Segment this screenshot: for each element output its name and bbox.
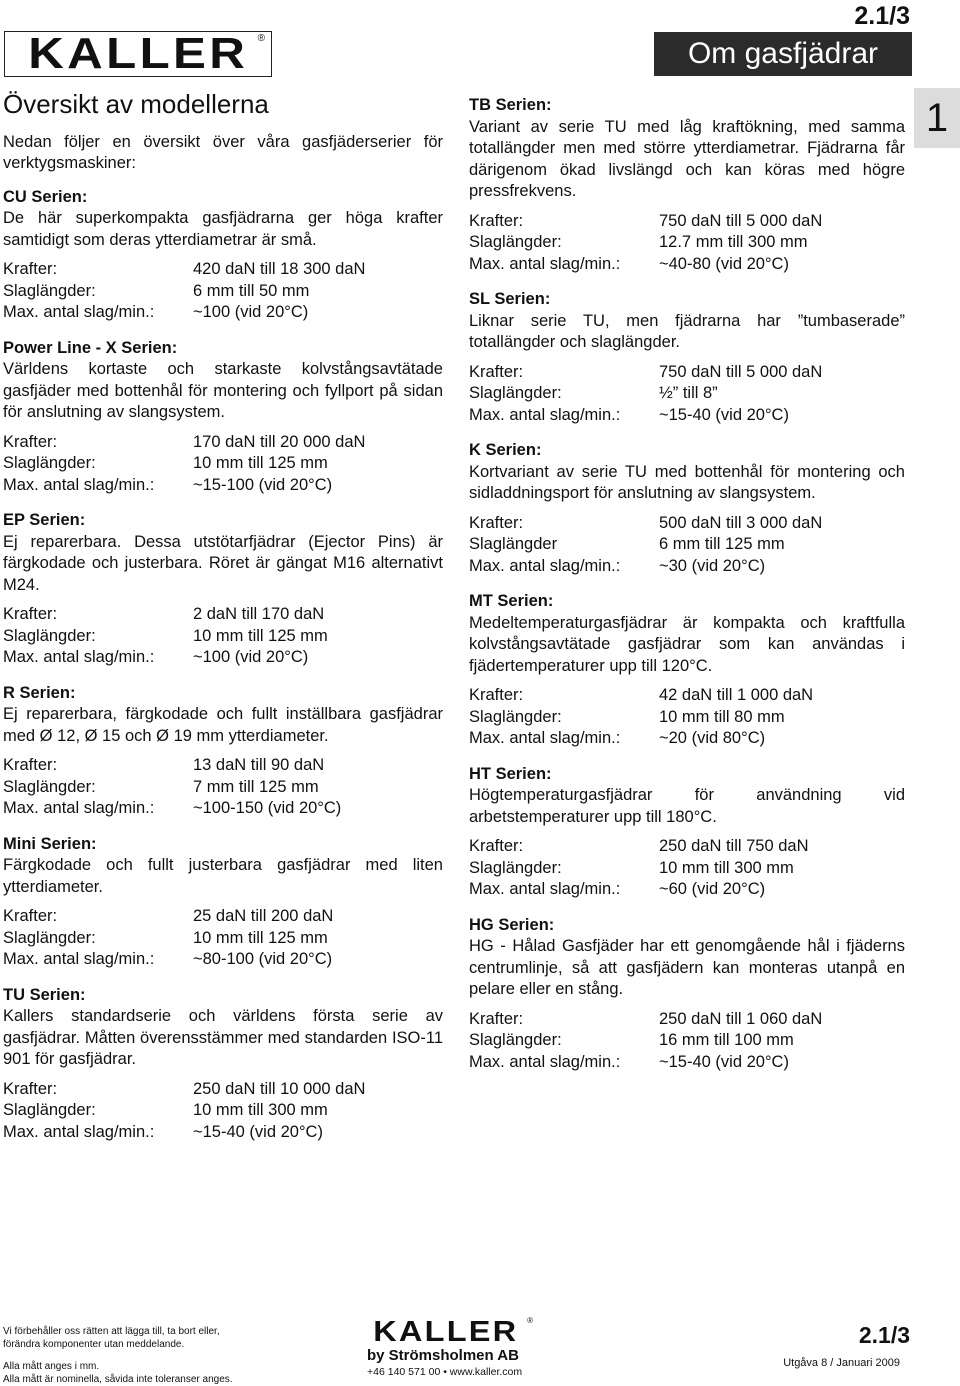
series-title: HG Serien: xyxy=(469,915,905,937)
right-column xyxy=(469,95,905,1087)
spec-key: Slaglängder: xyxy=(469,383,659,405)
spec-value: 250 daN till 10 000 daN xyxy=(193,1079,365,1101)
spec-table xyxy=(3,432,365,497)
spec-row xyxy=(469,362,822,384)
page-heading: Översikt av modellerna xyxy=(3,90,443,120)
series-title: SL Serien: xyxy=(469,289,905,311)
footer-contact: +46 140 571 00 • www.kaller.com xyxy=(367,1366,522,1378)
spec-row xyxy=(469,685,813,707)
spec-value: 12.7 mm till 300 mm xyxy=(659,232,822,254)
spec-row xyxy=(3,432,365,454)
footer-note: Alla mått anges i mm. xyxy=(3,1361,233,1374)
spec-value: ~15-40 (vid 20°C) xyxy=(659,405,822,427)
series-description: Variant av serie TU med låg kraftökning, med samma totallängder men med större ytterdiametrar. Fjädrarna får därigenom ökad livslängd och kan köras med högre pressfrekvens. xyxy=(469,117,905,203)
spec-key: Krafter: xyxy=(469,685,659,707)
footer-note: Alla mått är nominella, såvida inte toleranser anges. xyxy=(3,1374,233,1386)
spec-key: Krafter: xyxy=(469,362,659,384)
section-title: Om gasfjädrar xyxy=(688,37,878,71)
spec-row xyxy=(3,281,365,303)
spec-value: 7 mm till 125 mm xyxy=(193,777,341,799)
spec-key: Krafter: xyxy=(3,432,193,454)
series-description: Högtemperaturgasfjädrar för användning vid arbetstemperaturer upp till 180°C. xyxy=(469,785,905,828)
section-title-bar xyxy=(654,32,912,76)
series-title: CU Serien: xyxy=(3,187,443,209)
spec-table xyxy=(469,513,822,578)
spec-row xyxy=(3,259,365,281)
spec-row xyxy=(3,755,341,777)
spec-row xyxy=(3,1079,365,1101)
chapter-tab xyxy=(914,88,960,148)
spec-value: 420 daN till 18 300 daN xyxy=(193,259,365,281)
spec-value: 250 daN till 1 060 daN xyxy=(659,1009,822,1031)
spec-key: Slaglängder: xyxy=(3,928,193,950)
edition-text: Utgåva 8 / Januari 2009 xyxy=(783,1357,900,1369)
spec-row xyxy=(3,626,328,648)
spec-row xyxy=(469,879,809,901)
spec-row xyxy=(469,858,809,880)
footer-notes xyxy=(3,1326,233,1386)
series-title: K Serien: xyxy=(469,440,905,462)
spec-table xyxy=(469,1009,822,1074)
spec-row xyxy=(3,604,328,626)
spec-row xyxy=(469,383,822,405)
spec-row xyxy=(3,1100,365,1122)
spec-row xyxy=(469,211,822,233)
spec-row xyxy=(3,302,365,324)
spec-row xyxy=(469,513,822,535)
series-description: Färgkodade och fullt justerbara gasfjädrar med liten ytterdiameter. xyxy=(3,855,443,898)
spec-key: Slaglängder: xyxy=(3,777,193,799)
spec-row xyxy=(3,1122,365,1144)
series-title: TB Serien: xyxy=(469,95,905,117)
spec-table xyxy=(3,604,328,669)
spec-key: Krafter: xyxy=(469,1009,659,1031)
series-description: Världens kortaste och starkaste kolvstångsavtätade gasfjäder med bottenhål för montering och fyllport på sidan för anslutning av slangsystem. xyxy=(3,359,443,424)
spec-key: Slaglängder: xyxy=(469,707,659,729)
series-tu xyxy=(3,985,443,1144)
spec-key: Max. antal slag/min.: xyxy=(3,475,193,497)
spec-row xyxy=(469,254,822,276)
spec-row xyxy=(3,928,333,950)
spec-row xyxy=(469,534,822,556)
logo-text: KALLER xyxy=(28,32,248,76)
page-number-bottom: 2.1/3 xyxy=(859,1322,910,1349)
spec-value: ~80-100 (vid 20°C) xyxy=(193,949,333,971)
spec-value: 750 daN till 5 000 daN xyxy=(659,362,822,384)
series-description: Kallers standardserie och världens första serie av gasfjädrar. Måtten överensstämmer med standarden ISO-11 901 för gasfjädrar. xyxy=(3,1006,443,1071)
spec-key: Krafter: xyxy=(469,211,659,233)
spec-key: Max. antal slag/min.: xyxy=(469,1052,659,1074)
spec-key: Max. antal slag/min.: xyxy=(3,949,193,971)
series-title: Mini Serien: xyxy=(3,834,443,856)
spec-value: 42 daN till 1 000 daN xyxy=(659,685,813,707)
spec-key: Krafter: xyxy=(3,1079,193,1101)
footer-registered-mark: ® xyxy=(527,1316,533,1325)
spec-value: 10 mm till 125 mm xyxy=(193,453,365,475)
series-description: Medeltemperaturgasfjädrar är kompakta och kraftfulla kolvstångsavtätade gasfjädrar som kan användas i fjädertemperaturer upp till 120°C. xyxy=(469,613,905,678)
kaller-logo xyxy=(4,31,272,77)
spec-key: Max. antal slag/min.: xyxy=(3,647,193,669)
spec-key: Krafter: xyxy=(469,513,659,535)
spec-row xyxy=(3,906,333,928)
series-description: De här superkompakta gasfjädrarna ger höga krafter samtidigt som deras ytterdiametrar är små. xyxy=(3,208,443,251)
spec-value: 10 mm till 125 mm xyxy=(193,928,333,950)
spec-row xyxy=(469,405,822,427)
spec-row xyxy=(469,836,809,858)
spec-key: Slaglängder: xyxy=(3,1100,193,1122)
series-tb xyxy=(469,95,905,275)
series-mt xyxy=(469,591,905,750)
spec-value: 10 mm till 300 mm xyxy=(659,858,809,880)
spec-key: Krafter: xyxy=(3,604,193,626)
intro-text: Nedan följer en översikt över våra gasfjäderserier för verktygsmaskiner: xyxy=(3,132,443,175)
spec-row xyxy=(469,1030,822,1052)
spec-value: ~15-100 (vid 20°C) xyxy=(193,475,365,497)
series-r xyxy=(3,683,443,820)
registered-mark: ® xyxy=(258,33,265,44)
spec-row xyxy=(469,1009,822,1031)
series-cu xyxy=(3,187,443,324)
spec-value: ½” till 8” xyxy=(659,383,822,405)
spec-row xyxy=(3,777,341,799)
spec-key: Krafter: xyxy=(469,836,659,858)
spec-value: 10 mm till 125 mm xyxy=(193,626,328,648)
footer-kaller-logo xyxy=(365,1318,527,1346)
spec-key: Krafter: xyxy=(3,259,193,281)
series-description: Liknar serie TU, men fjädrarna har ”tumbaserade” totallängder och slaglängder. xyxy=(469,311,905,354)
spec-row xyxy=(3,453,365,475)
spec-value: ~20 (vid 80°C) xyxy=(659,728,813,750)
spec-row xyxy=(469,556,822,578)
spec-value: 6 mm till 125 mm xyxy=(659,534,822,556)
series-ht xyxy=(469,764,905,901)
series-k xyxy=(469,440,905,577)
spec-key: Slaglängder: xyxy=(469,232,659,254)
series-description: Kortvariant av serie TU med bottenhål för montering och sidladdningsport för anslutning av slangsystem. xyxy=(469,462,905,505)
spec-row xyxy=(3,949,333,971)
spec-table xyxy=(3,1079,365,1144)
series-hg xyxy=(469,915,905,1074)
spec-key: Max. antal slag/min.: xyxy=(469,405,659,427)
spec-value: 25 daN till 200 daN xyxy=(193,906,333,928)
spec-key: Max. antal slag/min.: xyxy=(469,728,659,750)
spec-value: ~100 (vid 20°C) xyxy=(193,647,328,669)
spec-table xyxy=(3,755,341,820)
spec-table xyxy=(469,685,813,750)
spec-value: 16 mm till 100 mm xyxy=(659,1030,822,1052)
spec-value: ~30 (vid 20°C) xyxy=(659,556,822,578)
spec-table xyxy=(3,906,333,971)
spec-key: Max. antal slag/min.: xyxy=(469,879,659,901)
spec-value: 10 mm till 300 mm xyxy=(193,1100,365,1122)
series-description: Ej reparerbara. Dessa utstötarfjädrar (Ejector Pins) är färgkodade och justerbara. Röret är gängat M16 alternativt M24. xyxy=(3,532,443,597)
spec-value: 6 mm till 50 mm xyxy=(193,281,365,303)
series-title: MT Serien: xyxy=(469,591,905,613)
spec-row xyxy=(3,475,365,497)
spec-key: Max. antal slag/min.: xyxy=(469,254,659,276)
footer-note: förändra komponenter utan meddelande. xyxy=(3,1339,233,1352)
spec-key: Slaglängder: xyxy=(3,453,193,475)
series-title: R Serien: xyxy=(3,683,443,705)
chapter-tab-number: 1 xyxy=(926,96,948,141)
series-power-line-x xyxy=(3,338,443,497)
spec-table xyxy=(469,211,822,276)
spec-key: Krafter: xyxy=(3,906,193,928)
spec-value: ~60 (vid 20°C) xyxy=(659,879,809,901)
footer-company: by Strömsholmen AB xyxy=(367,1347,519,1364)
series-sl xyxy=(469,289,905,426)
spec-value: ~15-40 (vid 20°C) xyxy=(659,1052,822,1074)
spec-key: Slaglängder: xyxy=(3,626,193,648)
spec-key: Slaglängder: xyxy=(469,1030,659,1052)
spec-value: 13 daN till 90 daN xyxy=(193,755,341,777)
spec-row xyxy=(469,707,813,729)
spec-key: Krafter: xyxy=(3,755,193,777)
series-title: TU Serien: xyxy=(3,985,443,1007)
spec-key: Max. antal slag/min.: xyxy=(3,1122,193,1144)
series-description: HG - Hålad Gasfjäder har ett genomgående hål i fjäderns centrumlinje, så att gasfjädern kan monteras utanpå en pelare eller en stång. xyxy=(469,936,905,1001)
series-ep xyxy=(3,510,443,669)
series-title: HT Serien: xyxy=(469,764,905,786)
spec-key: Slaglängder: xyxy=(3,281,193,303)
page-number-top: 2.1/3 xyxy=(854,2,910,31)
spec-key: Max. antal slag/min.: xyxy=(3,798,193,820)
spec-table xyxy=(469,836,809,901)
spec-row xyxy=(3,798,341,820)
spec-row xyxy=(3,647,328,669)
spec-value: ~100-150 (vid 20°C) xyxy=(193,798,341,820)
series-title: EP Serien: xyxy=(3,510,443,532)
spec-value: 750 daN till 5 000 daN xyxy=(659,211,822,233)
spec-value: ~100 (vid 20°C) xyxy=(193,302,365,324)
spec-table xyxy=(469,362,822,427)
footer-note: Vi förbehåller oss rätten att lägga till, ta bort eller, xyxy=(3,1326,233,1339)
left-column xyxy=(3,90,443,1157)
spec-key: Max. antal slag/min.: xyxy=(469,556,659,578)
spec-value: 10 mm till 80 mm xyxy=(659,707,813,729)
series-description: Ej reparerbara, färgkodade och fullt inställbara gasfjädrar med Ø 12, Ø 15 och Ø 19 mm ytterdiameter. xyxy=(3,704,443,747)
spec-row xyxy=(469,232,822,254)
footer-logo-text: KALLER xyxy=(373,1318,518,1347)
spec-value: 170 daN till 20 000 daN xyxy=(193,432,365,454)
spec-value: ~15-40 (vid 20°C) xyxy=(193,1122,365,1144)
spec-key: Max. antal slag/min.: xyxy=(3,302,193,324)
spec-value: ~40-80 (vid 20°C) xyxy=(659,254,822,276)
series-title: Power Line - X Serien: xyxy=(3,338,443,360)
spec-key: Slaglängder xyxy=(469,534,659,556)
spec-value: 2 daN till 170 daN xyxy=(193,604,328,626)
spec-row xyxy=(469,1052,822,1074)
series-mini xyxy=(3,834,443,971)
spec-key: Slaglängder: xyxy=(469,858,659,880)
spec-table xyxy=(3,259,365,324)
spec-row xyxy=(469,728,813,750)
spec-value: 500 daN till 3 000 daN xyxy=(659,513,822,535)
spec-value: 250 daN till 750 daN xyxy=(659,836,809,858)
